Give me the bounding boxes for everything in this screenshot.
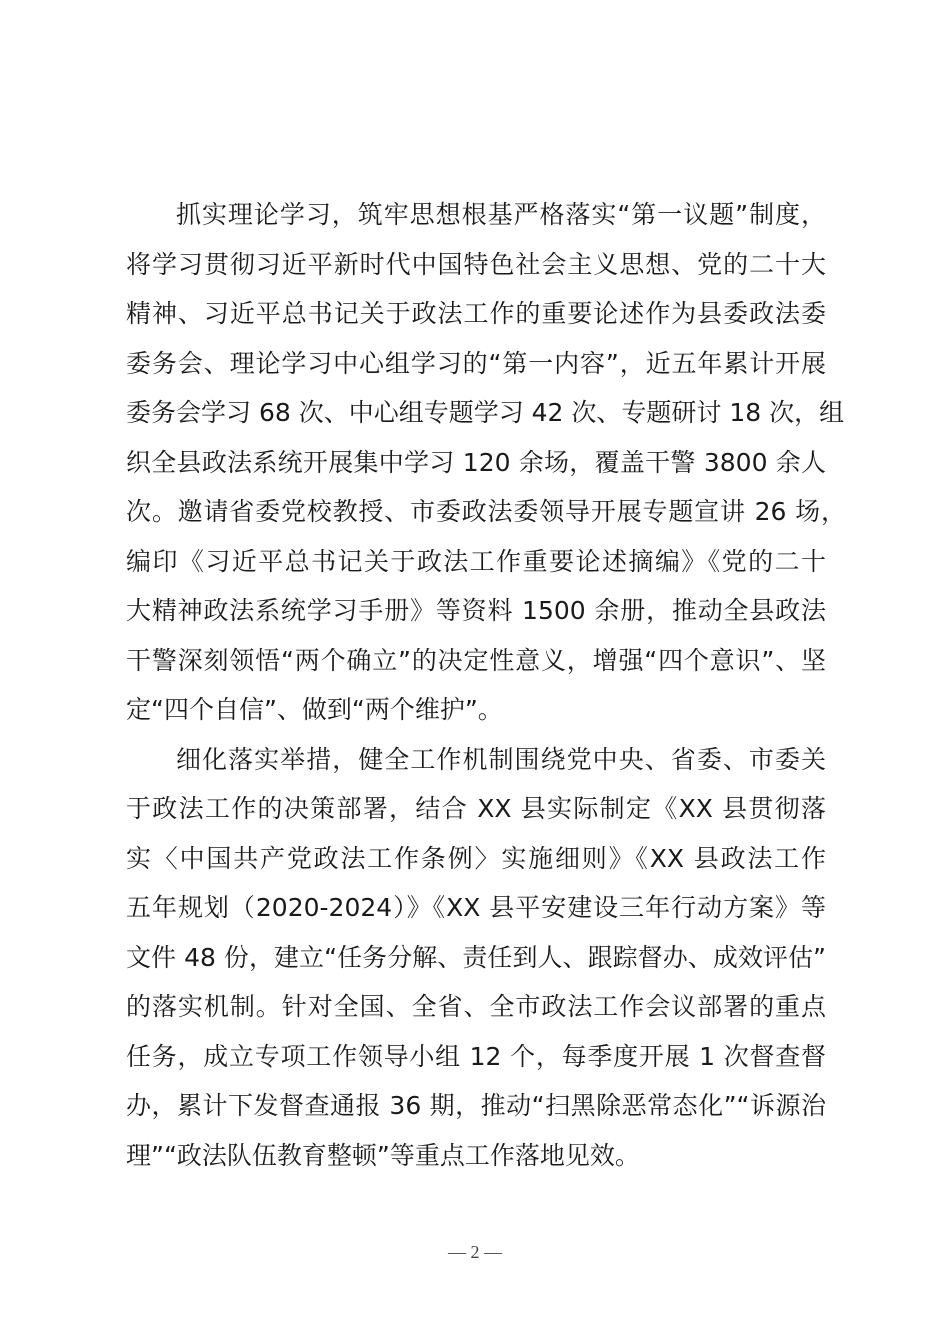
text-line: 理”“政法队伍教育整顿”等重点工作落地见效。 [126, 1140, 640, 1170]
text-line: 定“四个自信”、做到“两个维护”。 [126, 695, 503, 724]
text-line: 干警深刻领悟“两个确立”的决定性意义，增强“四个意识”、坚 [126, 645, 826, 675]
body-text [126, 190, 846, 1180]
paragraph-theory-study [126, 190, 846, 735]
text-line: 织全县政法系统开展集中学习 120 余场，覆盖干警 3800 余人 [126, 447, 826, 477]
text-line: 委务会、理论学习中心组学习的“第一内容”，近五年累计开展 [126, 348, 826, 378]
text-line: 委务会学习 68 次、中心组专题学习 42 次、专题研讨 18 次，组 [126, 398, 845, 427]
text-line: 精神、习近平总书记关于政法工作的重要论述作为县委政法委 [126, 299, 826, 328]
text-line: 编印《习近平总书记关于政法工作重要论述摘编》《党的二十 [126, 546, 826, 576]
text-line: 文件 48 份，建立“任务分解、责任到人、跟踪督办、成效评估” [126, 942, 826, 972]
page-number: — 2 — [448, 1242, 502, 1262]
text-line: 将学习贯彻习近平新时代中国特色社会主义思想、党的二十大 [126, 249, 826, 279]
text-line: 细化落实举措，健全工作机制围绕党中央、省委、市委关 [176, 744, 826, 774]
text-line: 大精神政法系统学习手册》等资料 1500 余册，推动全县政法 [126, 596, 826, 625]
paragraph-implementation [126, 735, 826, 1181]
text-line: 任务，成立专项工作领导小组 12 个，每季度开展 1 次督查督 [126, 1041, 826, 1071]
text-line: 实〈中国共产党政法工作条例〉实施细则》《XX 县政法工作 [126, 843, 826, 873]
text-line: 抓实理论学习，筑牢思想根基严格落实“第一议题”制度， [176, 200, 826, 229]
text-line: 于政法工作的决策部署，结合 XX 县实际制定《XX 县贯彻落 [126, 794, 826, 823]
text-line: 的落实机制。针对全国、全省、全市政法工作会议部署的重点 [126, 992, 826, 1021]
text-line: 办，累计下发督查通报 36 期，推动“扫黑除恶常态化”“诉源治 [126, 1091, 826, 1120]
text-line: 次。邀请省委党校教授、市委政法委领导开展专题宣讲 26 场， [126, 497, 846, 526]
text-line: 五年规划（2020-2024）》《XX 县平安建设三年行动方案》等 [126, 893, 826, 922]
